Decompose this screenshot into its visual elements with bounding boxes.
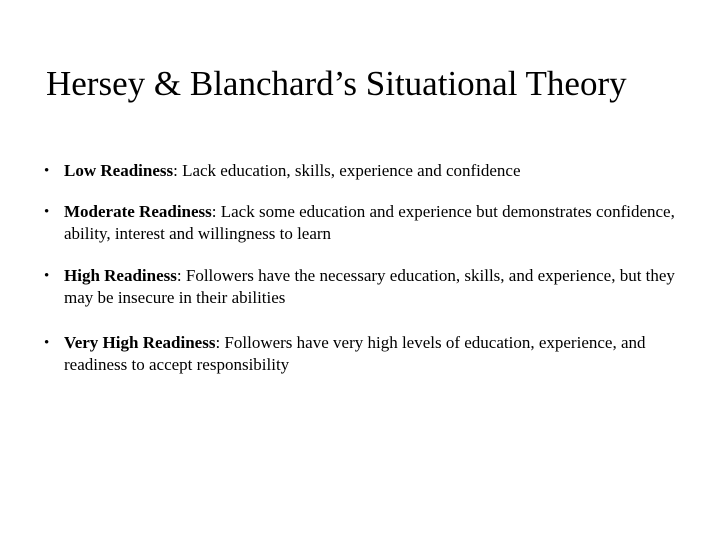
bullet-icon: •	[44, 204, 50, 220]
bullet-description: : Followers have very high levels of education, experience, and readiness to accept responsibility	[64, 333, 646, 374]
bullet-item-moderate-readiness	[44, 201, 684, 245]
bullet-icon: •	[44, 163, 50, 179]
bullet-list	[44, 160, 684, 400]
bullet-icon: •	[44, 335, 50, 351]
bullet-icon: •	[44, 268, 50, 284]
bullet-description: : Lack education, skills, experience and confidence	[173, 161, 521, 180]
bullet-item-very-high-readiness	[44, 332, 684, 376]
bullet-item-low-readiness	[44, 160, 684, 182]
bullet-description: : Followers have the necessary education, skills, and experience, but they may be insecure in their abilities	[64, 266, 675, 307]
bullet-term: Moderate Readiness	[64, 202, 212, 221]
slide-title: Hersey & Blanchard’s Situational Theory	[46, 64, 627, 103]
bullet-item-high-readiness	[44, 265, 684, 309]
bullet-term: High Readiness	[64, 266, 177, 285]
bullet-description: : Lack some education and experience but demonstrates confidence, ability, interest and willingness to learn	[64, 202, 675, 243]
bullet-term: Very High Readiness	[64, 333, 216, 352]
bullet-term: Low Readiness	[64, 161, 174, 180]
